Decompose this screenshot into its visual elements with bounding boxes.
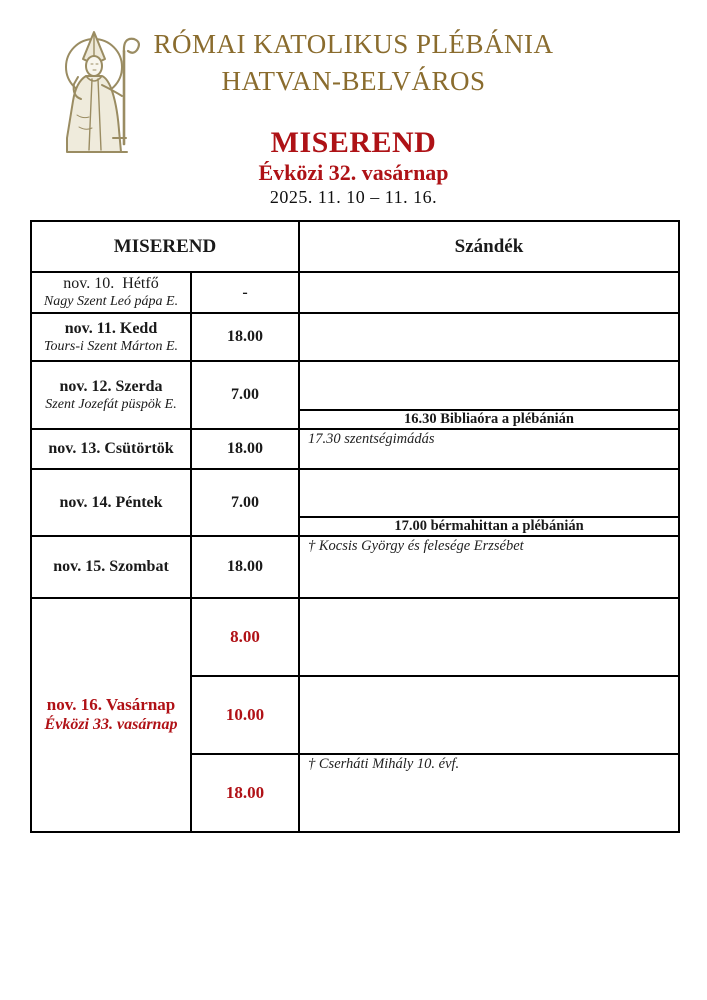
time-cell: 18.00	[191, 313, 299, 361]
schedule-column-header: MISEREND	[31, 221, 299, 272]
intention-cell: † Cserháti Mihály 10. évf.	[299, 754, 679, 832]
time-cell: 18.00	[191, 536, 299, 598]
intention-cell	[299, 361, 679, 410]
feast-label: Tours-i Szent Márton E.	[43, 338, 179, 354]
time-cell: 8.00	[191, 598, 299, 676]
intention-cell: † Kocsis György és felesége Erzsébet	[299, 536, 679, 598]
schedule-title: MISEREND	[270, 126, 437, 159]
table-row-tuesday	[31, 313, 679, 361]
time-cell: 18.00	[191, 429, 299, 469]
parish-name-line1: RÓMAI KATOLIKUS PLÉBÁNIA	[153, 29, 554, 59]
mass-schedule-table	[30, 220, 680, 833]
date-label: nov. 12. Szerda	[59, 377, 163, 395]
date-cell	[31, 536, 191, 598]
date-cell	[31, 361, 191, 429]
date-label: nov. 15. Szombat	[53, 558, 169, 575]
feast-label: Nagy Szent Leó pápa E.	[43, 294, 179, 309]
table-row-saturday	[31, 536, 679, 598]
intention-column-header: Szándék	[299, 221, 679, 272]
intention-cell	[299, 313, 679, 361]
date-cell	[31, 469, 191, 536]
parish-event-note: 17.00 bérmahittan a plébánián	[299, 517, 679, 536]
table-header-row	[31, 221, 679, 272]
time-cell: 7.00	[191, 469, 299, 536]
time-cell: 7.00	[191, 361, 299, 429]
date-cell	[31, 313, 191, 361]
parish-event-note: 16.30 Bibliaóra a plébánián	[299, 410, 679, 429]
week-date-range: 2025. 11. 10 – 11. 16.	[269, 187, 438, 207]
date-label: nov. 16. Vasárnap	[46, 695, 176, 714]
time-cell: 18.00	[191, 754, 299, 832]
bishop-saint-logo-icon	[47, 25, 150, 158]
date-label: nov. 11. Kedd	[64, 319, 158, 337]
table-row-wednesday	[31, 361, 679, 410]
table-row-thursday	[31, 429, 679, 469]
intention-cell	[299, 469, 679, 517]
table-row-friday	[31, 469, 679, 517]
date-label: nov. 13. Csütörtök	[48, 440, 174, 457]
table-row-sunday	[31, 598, 679, 676]
intention-cell	[299, 272, 679, 313]
intention-cell	[299, 676, 679, 754]
feast-label: Szent Jozefát püspök E.	[45, 396, 177, 412]
date-label: nov. 14. Péntek	[59, 493, 163, 511]
liturgical-week-subtitle: Évközi 32. vasárnap	[258, 160, 449, 185]
date-label: nov. 10. Hétfő	[63, 275, 159, 292]
table-row-monday	[31, 272, 679, 313]
intention-cell: 17.30 szentségimádás	[299, 429, 679, 469]
intention-cell	[299, 598, 679, 676]
date-cell	[31, 429, 191, 469]
parish-name-line2: HATVAN-BELVÁROS	[221, 66, 486, 96]
date-cell	[31, 598, 191, 832]
time-cell: -	[191, 272, 299, 313]
feast-label: Évközi 33. vasárnap	[44, 716, 178, 733]
time-cell: 10.00	[191, 676, 299, 754]
date-cell	[31, 272, 191, 313]
